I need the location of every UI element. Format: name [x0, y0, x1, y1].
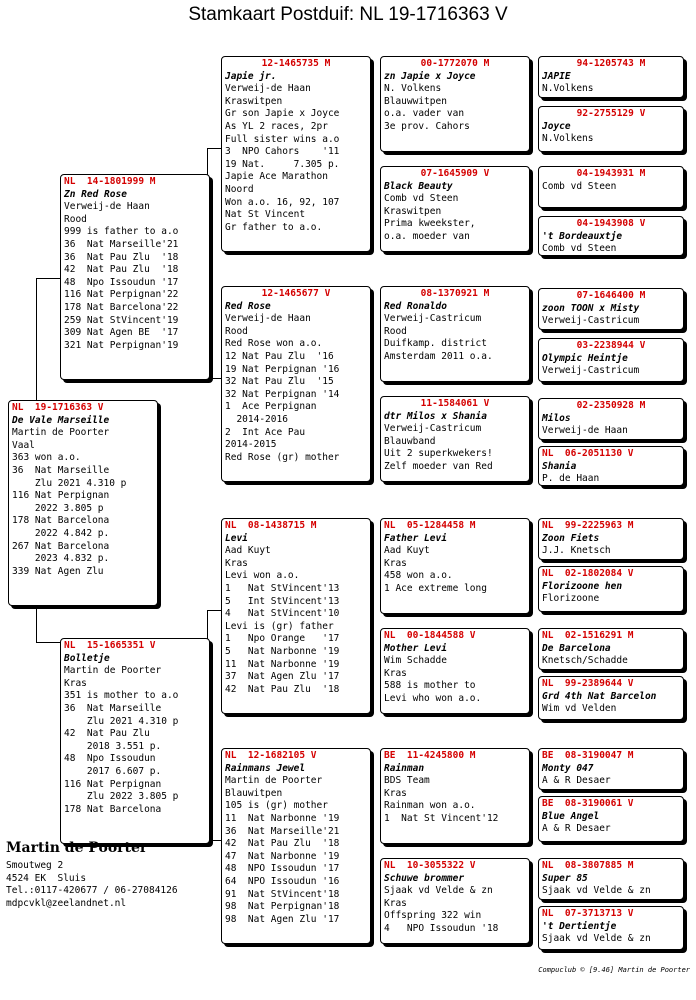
bird-info-line: Zlu 2021 4.310 p [64, 715, 179, 727]
page-title: Stamkaart Postduif: NL 19-1716363 V [188, 4, 508, 25]
bird-name: Grd 4th Nat Barcelon [542, 690, 657, 702]
bird-info-line: 309 Nat Agen BE '17 [64, 327, 179, 339]
bird-info-line: Gr son Japie x Joyce [225, 108, 340, 120]
bird-info-line: Sjaak vd Velde & zn [542, 933, 651, 945]
bird-info-line: 2023 4.832 p. [12, 553, 110, 565]
bird-info-line: Wim vd Velden [542, 703, 617, 715]
bird-name: Mother Levi [384, 642, 447, 654]
bird-info-line: Wim Schadde [384, 655, 447, 667]
bird-info-line: Duifkamp. district [384, 338, 487, 350]
bird-name: Florizoone hen [542, 580, 623, 592]
ring-number: NL 07-3713713 V [542, 908, 634, 919]
connector-line [36, 278, 60, 279]
pedigree-card-gen5-1[interactable] [538, 56, 684, 98]
bird-info-line: Verweij-Castricum [542, 365, 640, 377]
pedigree-card-gen5-10[interactable] [538, 566, 684, 612]
pedigree-card-fm-sire[interactable] [380, 286, 530, 382]
bird-info-line: Kras [64, 677, 87, 689]
bird-info-line: Kras [225, 557, 248, 569]
bird-info-line: o.a. moeder van [384, 230, 470, 242]
bird-info-line: Comb vd Steen [542, 243, 617, 255]
pedigree-card-subject[interactable] [8, 400, 158, 606]
bird-info-line: Verweij-Castricum [384, 423, 482, 435]
ring-number: NL 00-1844588 V [384, 630, 476, 641]
bird-info-line: 321 Nat Perpignan'19 [64, 339, 179, 351]
bird-info-line: Japie Ace Marathon [225, 171, 328, 183]
bird-name: 't Dertientje [542, 920, 617, 932]
bird-name: Monty 047 [542, 762, 594, 774]
ring-number: BE 11-4245800 M [384, 750, 476, 761]
bird-info-line: 42 Nat Pau Zlu [64, 728, 150, 740]
bird-info-line: Rood [384, 325, 407, 337]
ring-number: NL 08-1438715 M [225, 520, 317, 531]
ring-number: 00-1772070 M [420, 58, 490, 69]
bird-info-line: Kraswitpen [225, 95, 283, 107]
bird-info-line: Prima kweekster, [384, 218, 476, 230]
bird-info-line: 588 is mother to [384, 680, 476, 692]
bird-name: JAPIE [542, 70, 571, 82]
pedigree-card-mother[interactable] [60, 638, 210, 844]
bird-info-line: Verweij-de Haan [225, 313, 311, 325]
bird-info-line: Martin de Poorter [225, 775, 323, 787]
bird-name: Shania [542, 460, 577, 472]
bird-info-line: 2014-2016 [225, 413, 288, 425]
bird-info-line: 339 Nat Agen Zlu [12, 565, 104, 577]
bird-info-line: 37 Nat Agen Zlu '17 [225, 671, 340, 683]
pedigree-card-father-dam[interactable] [221, 286, 371, 482]
pedigree-card-gen5-6[interactable] [538, 338, 684, 382]
connector-line [207, 610, 221, 611]
bird-info-line: 105 is (gr) mother [225, 800, 328, 812]
pedigree-card-gen5-2[interactable] [538, 106, 684, 152]
bird-info-line: 116 Nat Perpignan'22 [64, 289, 179, 301]
bird-name: dtr Milos x Shania [384, 410, 487, 422]
pedigree-card-gen5-12[interactable] [538, 676, 684, 720]
bird-info-line: 36 Nat Pau Zlu '18 [64, 251, 179, 263]
ring-number: 07-1646400 M [576, 290, 646, 301]
bird-info-line: Zlu 2021 4.310 p [12, 477, 127, 489]
bird-info-line: 98 Nat Perpignan'18 [225, 901, 340, 913]
bird-info-line: 3e prov. Cahors [384, 120, 470, 132]
ring-number: 03-2238944 V [576, 340, 646, 351]
pedigree-card-gen5-5[interactable] [538, 288, 684, 330]
bird-name: zoon TOON x Misty [542, 302, 640, 314]
bird-name: Zn Red Rose [64, 188, 127, 200]
ring-number: NL 02-1802084 V [542, 568, 634, 579]
pedigree-card-gen5-13[interactable] [538, 748, 684, 790]
bird-info-line: 36 Nat Marseille [64, 702, 162, 714]
ring-number: 08-1370921 M [420, 288, 490, 299]
owner-block [6, 840, 178, 910]
bird-info-line: Won a.o. 16, 92, 107 [225, 196, 340, 208]
bird-info-line: 48 NPO Issoudun '17 [225, 863, 340, 875]
bird-info-line: Red Rose won a.o. [225, 338, 323, 350]
pedigree-card-gen5-14[interactable] [538, 796, 684, 842]
bird-name: Rainman [384, 762, 425, 774]
connector-line [36, 278, 37, 400]
bird-info-line: Comb vd Steen [542, 180, 617, 192]
pedigree-card-mf-dam[interactable] [380, 628, 530, 714]
bird-info-line: 64 NPO Issoudun '16 [225, 875, 340, 887]
bird-info-line: 42 Nat Pau Zlu '18 [64, 264, 179, 276]
connector-line [207, 148, 221, 149]
ring-number: NL 99-2225963 M [542, 520, 634, 531]
bird-info-line: Martin de Poorter [12, 427, 110, 439]
bird-info-line: Verweij-de Haan [225, 83, 311, 95]
bird-name: Schuwe brommer [384, 872, 465, 884]
pedigree-card-gen5-8[interactable] [538, 446, 684, 486]
bird-info-line: Kras [384, 787, 407, 799]
pedigree-card-ff-dam[interactable] [380, 166, 530, 252]
ring-number: 04-1943931 M [576, 168, 646, 179]
ring-number: 02-2350928 M [576, 400, 646, 411]
bird-info-line: Zelf moeder van Red [384, 460, 493, 472]
bird-info-line: 2022 4.842 p. [12, 527, 110, 539]
bird-info-line: Kraswitpen [384, 205, 442, 217]
pedigree-card-mother-sire[interactable] [221, 518, 371, 714]
ring-number: NL 12-1682105 V [225, 750, 317, 761]
ring-number: NL 15-1665351 V [64, 640, 156, 651]
bird-info-line: 12 Nat Pau Zlu '16 [225, 350, 334, 362]
bird-info-line: 1 Npo Orange '17 [225, 633, 340, 645]
ring-number: NL 05-1284458 M [384, 520, 476, 531]
bird-info-line: 11 Nat Narbonne '19 [225, 658, 340, 670]
bird-name: Japie jr. [225, 70, 277, 82]
bird-info-line: 36 Nat Marseille [12, 464, 110, 476]
bird-info-line: 91 Nat StVincent'18 [225, 888, 340, 900]
bird-info-line: Comb vd Steen [384, 193, 459, 205]
bird-info-line: 1 Ace Perpignan [225, 401, 317, 413]
bird-info-line: N.Volkens [542, 83, 594, 95]
bird-info-line: 4 Nat StVincent'10 [225, 608, 340, 620]
bird-info-line: Vaal [12, 439, 35, 451]
bird-info-line: Sjaak vd Velde & zn [542, 885, 651, 897]
bird-info-line: Verweij-Castricum [542, 315, 640, 327]
bird-info-line: 999 is father to a.o [64, 226, 179, 238]
bird-name: Blue Angel [542, 810, 600, 822]
bird-name: Zoon Fiets [542, 532, 600, 544]
bird-name: Milos [542, 412, 571, 424]
ring-number: 12-1465735 M [261, 58, 331, 69]
bird-info-line: Verweij-de Haan [64, 201, 150, 213]
bird-info-line: Noord [225, 183, 254, 195]
bird-info-line: Amsterdam 2011 o.a. [384, 350, 493, 362]
bird-name: Red Ronaldo [384, 300, 447, 312]
bird-info-line: Zlu 2022 3.805 p [64, 791, 179, 803]
bird-info-line: Rainman won a.o. [384, 800, 476, 812]
pedigree-card-gen5-7[interactable] [538, 398, 684, 440]
pedigree-card-gen5-4[interactable] [538, 216, 684, 256]
bird-name: Rainmans Jewel [225, 762, 306, 774]
bird-name: Father Levi [384, 532, 447, 544]
pedigree-card-father-sire[interactable] [221, 56, 371, 252]
bird-info-line: 2014-2015 [225, 439, 277, 451]
ring-number: 94-1205743 M [576, 58, 646, 69]
ring-number: NL 02-1516291 M [542, 630, 634, 641]
bird-name: De Vale Marseille [12, 414, 110, 426]
bird-name: Joyce [542, 120, 571, 132]
bird-info-line: 351 is mother to a.o [64, 690, 179, 702]
pedigree-card-gen5-11[interactable] [538, 628, 684, 670]
bird-info-line: 259 Nat StVincent'19 [64, 314, 179, 326]
pedigree-card-mm-sire[interactable] [380, 748, 530, 844]
bird-info-line: Aad Kuyt [384, 545, 430, 557]
pedigree-card-gen5-3[interactable] [538, 166, 684, 208]
bird-info-line: 116 Nat Perpignan [64, 778, 162, 790]
ring-number: 12-1465677 V [261, 288, 331, 299]
bird-info-line: Blauwwitpen [384, 95, 447, 107]
bird-info-line: o.a. vader van [384, 108, 465, 120]
bird-info-line: 5 Nat Narbonne '19 [225, 645, 340, 657]
bird-info-line: 32 Nat Pau Zlu '15 [225, 376, 334, 388]
bird-name: Levi [225, 532, 248, 544]
bird-info-line: Offspring 322 win [384, 910, 482, 922]
owner-postcode-line: 4524 EK Sluis [6, 872, 87, 884]
bird-info-line: 2018 3.551 p. [64, 740, 162, 752]
owner-name: Martin de Poorter [6, 840, 148, 856]
ring-number: NL 99-2389644 V [542, 678, 634, 689]
bird-name: Super 85 [542, 872, 588, 884]
ring-number: NL 10-3055322 V [384, 860, 476, 871]
pedigree-card-mf-sire[interactable] [380, 518, 530, 614]
pedigree-card-mother-dam[interactable] [221, 748, 371, 944]
bird-info-line: 458 won a.o. [384, 570, 453, 582]
pedigree-card-gen5-16[interactable] [538, 906, 684, 950]
bird-name: Bolletje [64, 652, 110, 664]
bird-name: Red Rose [225, 300, 271, 312]
owner-phone-line: Tel.:0117-420677 / 06-27084126 [6, 885, 178, 897]
bird-info-line: Kras [384, 667, 407, 679]
ring-number: 92-2755129 V [576, 108, 646, 119]
bird-info-line: A & R Desaer [542, 823, 611, 835]
bird-info-line: 42 Nat Pau Zlu '18 [225, 683, 340, 695]
ring-number: BE 08-3190047 M [542, 750, 634, 761]
bird-info-line: Levi is (gr) father [225, 620, 334, 632]
pedigree-card-gen5-15[interactable] [538, 858, 684, 900]
bird-info-line: Martin de Poorter [64, 665, 162, 677]
ring-number: BE 08-3190061 V [542, 798, 634, 809]
bird-info-line: 2 Int Ace Pau [225, 426, 306, 438]
bird-info-line: Verweij-de Haan [542, 425, 628, 437]
bird-info-line: Kras [384, 557, 407, 569]
pedigree-card-father[interactable] [60, 174, 210, 380]
bird-name: De Barcelona [542, 642, 611, 654]
pedigree-card-gen5-9[interactable] [538, 518, 684, 560]
bird-info-line: Red Rose (gr) mother [225, 451, 340, 463]
ring-number: NL 19-1716363 V [12, 402, 104, 413]
bird-info-line: 98 Nat Agen Zlu '17 [225, 913, 340, 925]
bird-info-line: 178 Nat Barcelona [64, 803, 162, 815]
ring-number: NL 08-3807885 M [542, 860, 634, 871]
bird-info-line: Full sister wins a.o [225, 133, 340, 145]
bird-info-line: 19 Nat Perpignan '16 [225, 363, 340, 375]
bird-info-line: 178 Nat Barcelona'22 [64, 301, 179, 313]
bird-info-line: P. de Haan [542, 473, 600, 485]
bird-info-line: 116 Nat Perpignan [12, 490, 110, 502]
bird-info-line: 19 Nat. 7.305 p. [225, 158, 340, 170]
footer-credit: Compuclub © [9.46] Martin de Poorter [538, 966, 690, 974]
bird-info-line: N. Volkens [384, 83, 442, 95]
bird-name: Olympic Heintje [542, 352, 628, 364]
ring-number: 07-1645909 V [420, 168, 490, 179]
bird-info-line: 36 Nat Marseille'21 [225, 825, 340, 837]
connector-line [36, 642, 60, 643]
ring-number: 04-1943908 V [576, 218, 646, 229]
bird-info-line: 32 Nat Perpignan '14 [225, 388, 340, 400]
bird-info-line: 1 Ace extreme long [384, 582, 487, 594]
bird-info-line: Gr father to a.o. [225, 221, 323, 233]
bird-info-line: Florizoone [542, 593, 600, 605]
owner-address-line: Smoutweg 2 [6, 860, 64, 871]
bird-info-line: 47 Nat Narbonne '19 [225, 850, 340, 862]
bird-info-line: Uit 2 superkwekers! [384, 448, 493, 460]
bird-info-line: 178 Nat Barcelona [12, 515, 110, 527]
bird-info-line: Rood [64, 213, 87, 225]
bird-info-line: 363 won a.o. [12, 452, 81, 464]
connector-line [36, 606, 37, 642]
bird-info-line: 2022 3.805 p [12, 502, 104, 514]
bird-info-line: As YL 2 races, 2pr [225, 120, 328, 132]
bird-name: zn Japie x Joyce [384, 70, 476, 82]
bird-info-line: Levi won a.o. [225, 570, 300, 582]
bird-info-line: Kras [384, 897, 407, 909]
bird-info-line: Blauwitpen [225, 787, 283, 799]
ring-number: NL 06-2051130 V [542, 448, 634, 459]
pedigree-card-fm-dam[interactable] [380, 396, 530, 482]
pedigree-card-ff-sire[interactable] [380, 56, 530, 152]
bird-info-line: Rood [225, 325, 248, 337]
bird-info-line: 11 Nat Narbonne '19 [225, 812, 340, 824]
ring-number: 11-1584061 V [420, 398, 490, 409]
bird-info-line: 1 Nat St Vincent'12 [384, 812, 499, 824]
bird-info-line: J.J. Knetsch [542, 545, 611, 557]
bird-info-line: Knetsch/Schadde [542, 655, 628, 667]
bird-info-line: Blauwband [384, 435, 436, 447]
bird-info-line: 36 Nat Marseille'21 [64, 238, 179, 250]
bird-name: 't Bordeauxtje [542, 230, 623, 242]
bird-info-line: 4 NPO Issoudun '18 [384, 922, 499, 934]
bird-info-line: 48 Npo Issoudun '17 [64, 276, 179, 288]
bird-info-line: Aad Kuyt [225, 545, 271, 557]
bird-info-line: Nat St Vincent [225, 209, 306, 221]
bird-info-line: 267 Nat Barcelona [12, 540, 110, 552]
bird-info-line: 42 Nat Pau Zlu '18 [225, 838, 340, 850]
ring-number: NL 14-1801999 M [64, 176, 156, 187]
bird-info-line: 48 Npo Issoudun [64, 753, 156, 765]
bird-info-line: 2017 6.607 p. [64, 765, 162, 777]
bird-info-line: Verweij-Castricum [384, 313, 482, 325]
bird-info-line: BDS Team [384, 775, 430, 787]
bird-info-line: 1 Nat StVincent'13 [225, 582, 340, 594]
bird-info-line: Sjaak vd Velde & zn [384, 885, 493, 897]
bird-info-line: 5 Int StVincent'13 [225, 595, 340, 607]
bird-info-line: A & R Desaer [542, 775, 611, 787]
bird-name: Black Beauty [384, 180, 453, 192]
bird-info-line: N.Volkens [542, 133, 594, 145]
pedigree-card-mm-dam[interactable] [380, 858, 530, 944]
bird-info-line: Levi who won a.o. [384, 692, 482, 704]
owner-email-link[interactable]: mdpcvkl@zeelandnet.nl [6, 897, 127, 909]
bird-info-line: 3 NPO Cahors '11 [225, 146, 340, 158]
